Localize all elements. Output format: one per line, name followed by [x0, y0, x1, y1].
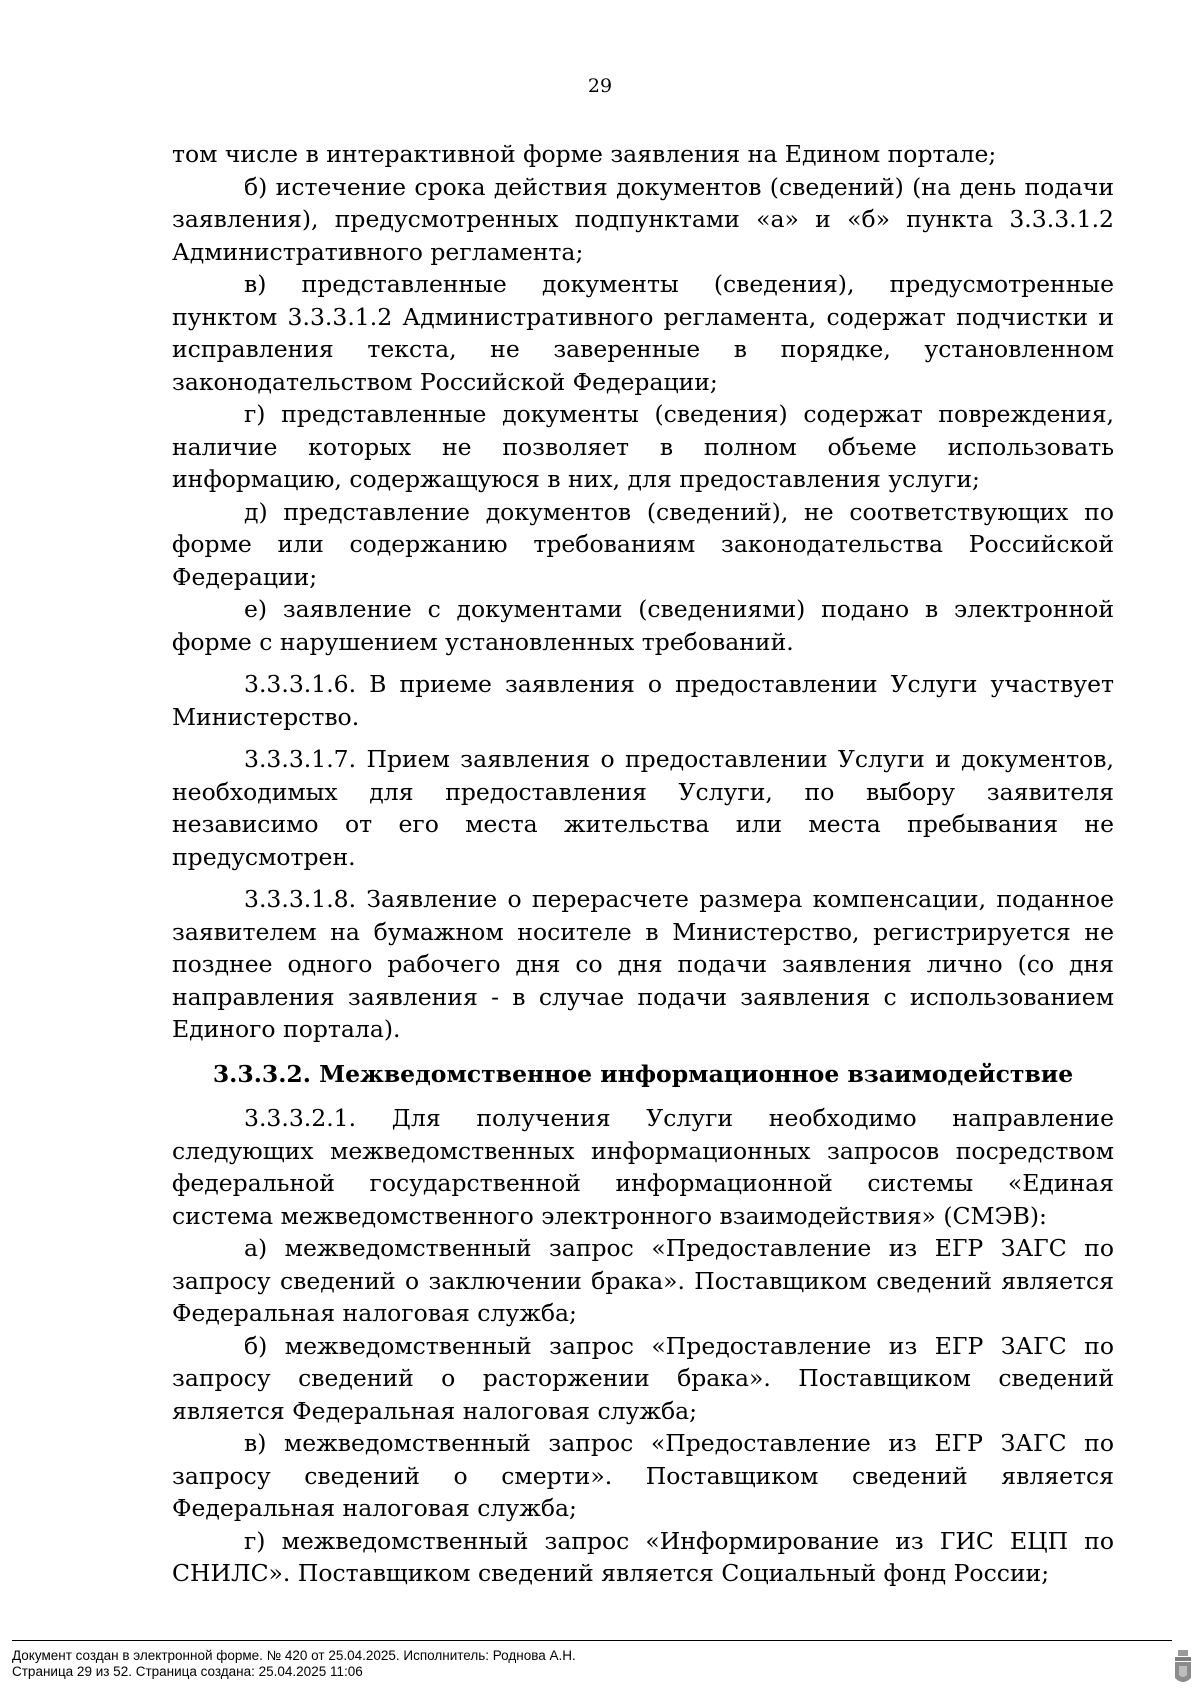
coat-of-arms-icon: [1172, 1648, 1194, 1688]
page-number: 29: [587, 75, 613, 97]
paragraph: г) межведомственный запрос «Информирование из ГИС ЕЦП по СНИЛС». Поставщиком сведений является Социальный фонд России;: [172, 1526, 1114, 1587]
paragraph: г) представленные документы (сведения) содержат повреждения, наличие которых не позволяет в полном объеме использовать информацию, содержащуюся в них, для предоставления услуги;: [172, 400, 1114, 493]
paragraph: в) межведомственный запрос «Предоставление из ЕГР ЗАГС по запросу сведений о смерти». Поставщиком сведений является Федеральная налоговая служба;: [172, 1429, 1114, 1522]
paragraph: 3.3.3.1.7. Прием заявления о предоставлении Услуги и документов, необходимых для предоставления Услуги, по выбору заявителя независимо от его места жительства или места пребывания не предусмотрен.: [172, 745, 1114, 871]
paragraph: б) истечение срока действия документов (сведений) (на день подачи заявления), предусмотренных подпунктами «а» и «б» пункта 3.3.3.1.2 Административного регламента;: [172, 172, 1114, 266]
paragraph: д) представление документов (сведений), не соответствующих по форме или содержанию требованиям законодательства Российской Федерации;: [172, 497, 1114, 591]
paragraph: е) заявление с документами (сведениями) подано в электронной форме с нарушением установленных требований.: [172, 595, 1114, 656]
footer-line-document-info: Документ создан в электронной форме. № 420 от 25.04.2025. Исполнитель: Роднова А.Н.: [12, 1648, 576, 1663]
section-heading: 3.3.3.2. Межведомственное информационное взаимодействие: [212, 1059, 1074, 1088]
paragraph: 3.3.3.2.1. Для получения Услуги необходимо направление следующих межведомственных информационных запросов посредством федеральной государственной информационной системы «Единая система межведомственного электронного взаимодействия» (СМЭВ):: [172, 1104, 1114, 1230]
paragraph: том числе в интерактивной форме заявления на Едином портале;: [172, 140, 997, 168]
document-footer: [12, 1648, 576, 1680]
paragraph: 3.3.3.1.8. Заявление о перерасчете размера компенсации, поданное заявителем на бумажном носителе в Министерство, регистрируется не позднее одного рабочего дня со дня подачи заявления лично (со дня направления заявления - в случае подачи заявления с использованием Единого портала).: [172, 885, 1114, 1043]
paragraph: в) представленные документы (сведения), предусмотренные пунктом 3.3.3.1.2 Административного регламента, содержат подчистки и исправления текста, не заверенные в порядке, установленном законодательством Российской Федерации;: [172, 270, 1114, 396]
paragraph: б) межведомственный запрос «Предоставление из ЕГР ЗАГС по запросу сведений о расторжении брака». Поставщиком сведений является Федеральная налоговая служба;: [172, 1331, 1114, 1425]
paragraph: 3.3.3.1.6. В приеме заявления о предоставлении Услуги участвует Министерство.: [172, 670, 1114, 731]
document-body: [172, 138, 1114, 1590]
paragraph: а) межведомственный запрос «Предоставление из ЕГР ЗАГС по запросу сведений о заключении брака». Поставщиком сведений является Федеральная налоговая служба;: [172, 1234, 1114, 1327]
footer-divider: [12, 1640, 1172, 1641]
footer-line-page-info: Страница 29 из 52. Страница создана: 25.04.2025 11:06: [12, 1664, 363, 1679]
